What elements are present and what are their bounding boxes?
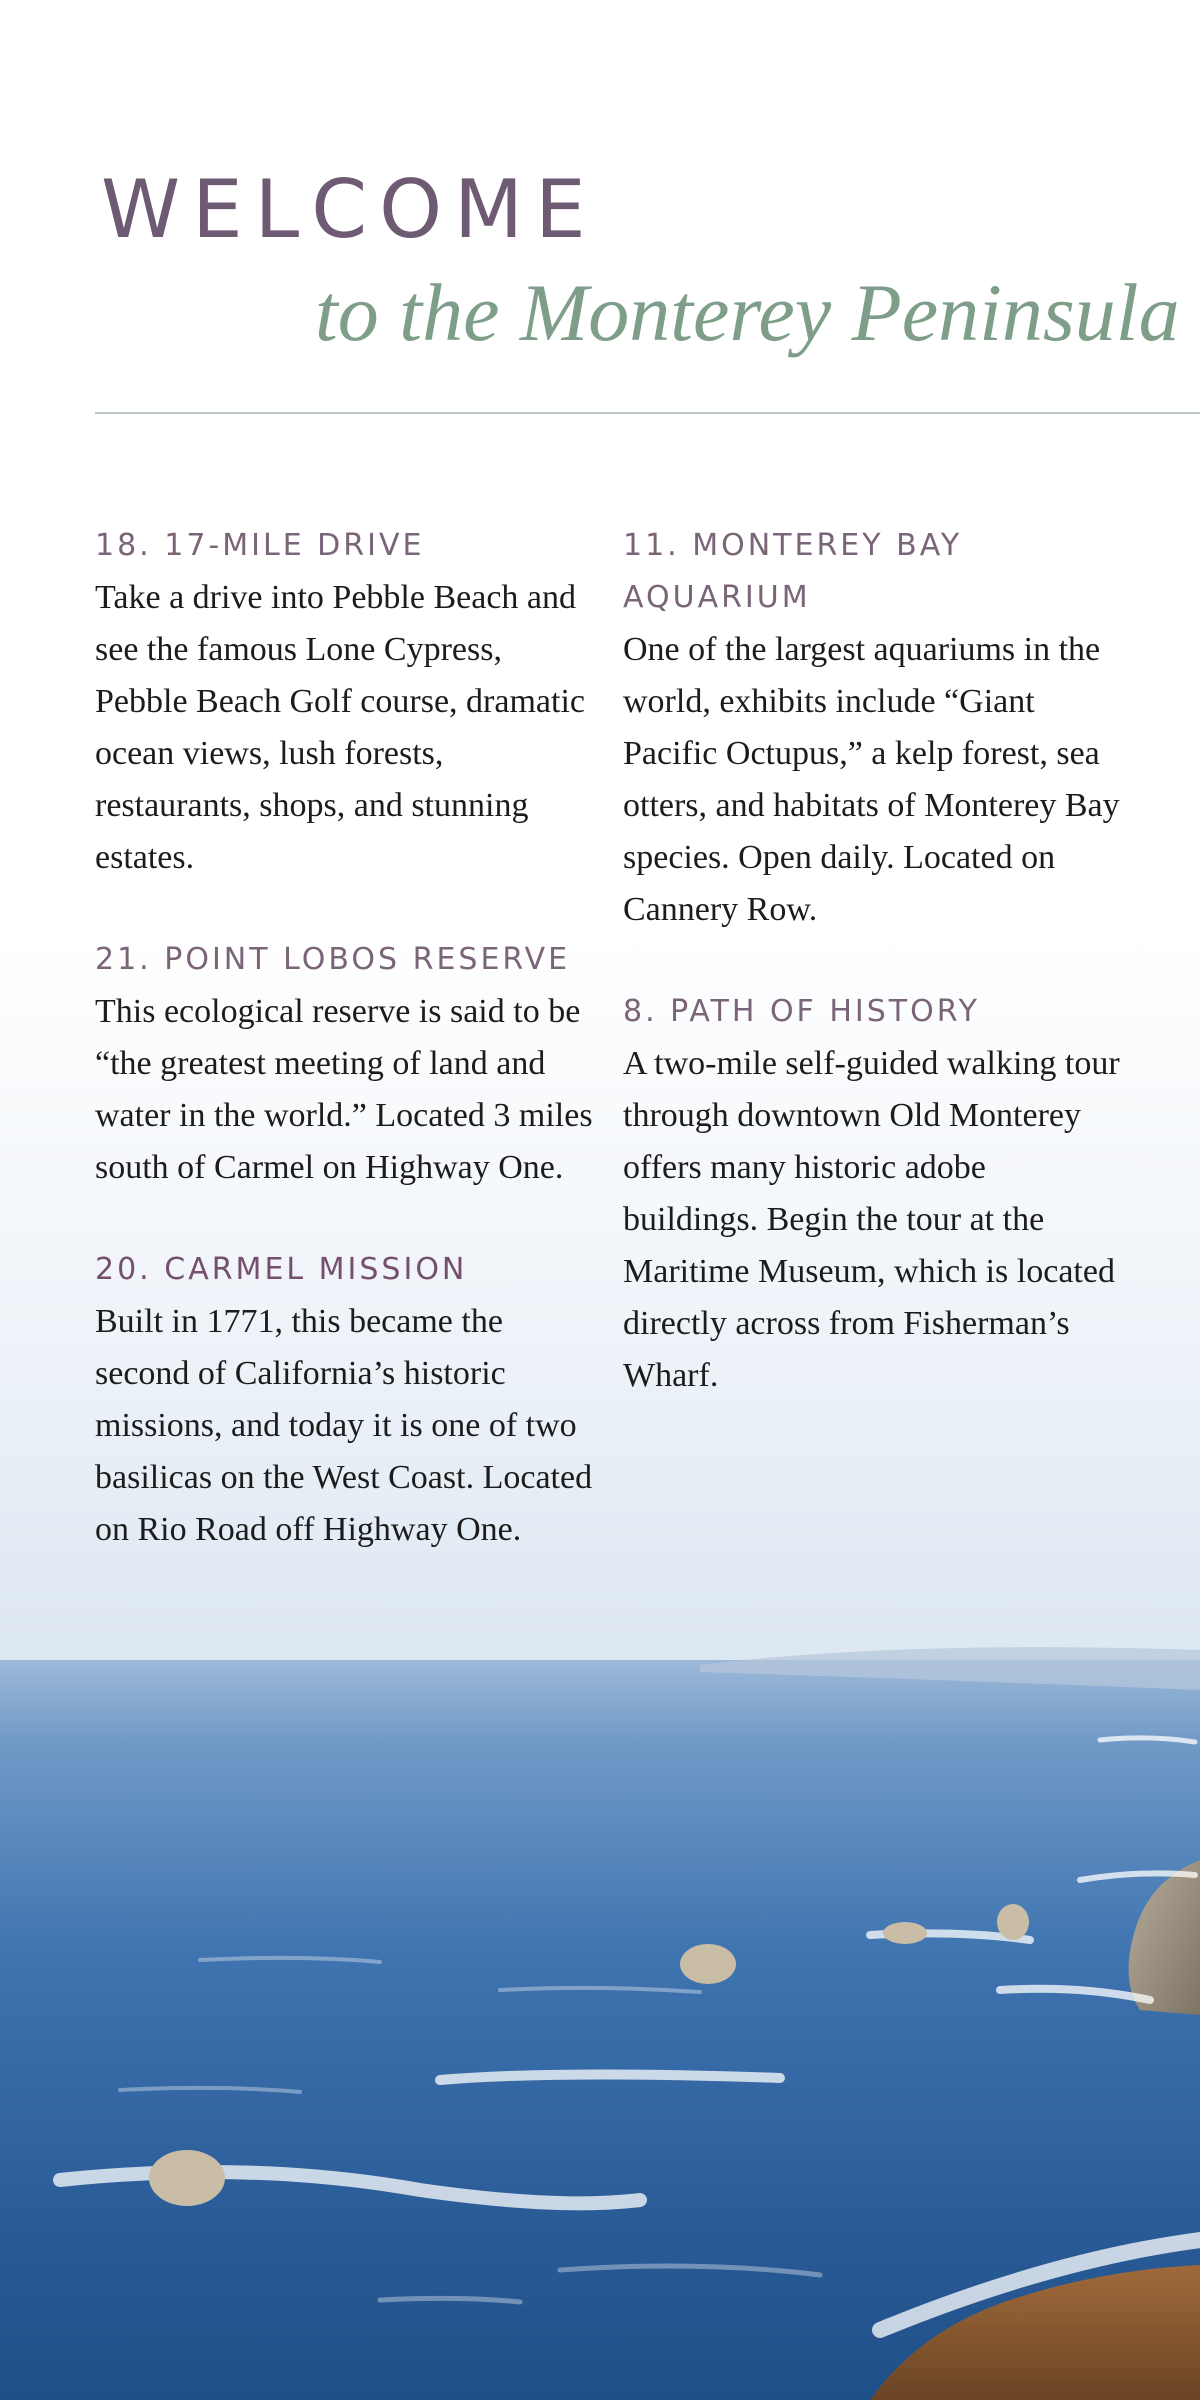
page-subtitle: to the Monterey Peninsula	[315, 267, 1180, 358]
attraction-title: 8. PATH OF HISTORY	[623, 994, 980, 1029]
attraction-entry	[623, 520, 1123, 936]
page-title: WELCOME	[101, 163, 598, 256]
attraction-entry	[95, 934, 595, 1194]
right-column	[623, 520, 1123, 1452]
attraction-title: 11. MONTEREY BAY AQUARIUM	[623, 528, 963, 615]
attraction-title: 18. 17-MILE DRIVE	[95, 528, 425, 563]
attraction-description: One of the largest aquariums in the world, exhibits include “Giant Pacific Octupus,” a kelp forest, sea otters, and habitats of Monterey Bay species. Open daily. Located on Cannery Row.	[623, 631, 1120, 928]
header-divider	[95, 412, 1200, 414]
left-column	[95, 520, 595, 1606]
attraction-description: This ecological reserve is said to be “the greatest meeting of land and water in the world.” Located 3 miles south of Carmel on Highway One.	[95, 993, 593, 1186]
attraction-entry	[623, 986, 1123, 1402]
attraction-description: Built in 1771, this became the second of California’s historic missions, and today it is one of two basilicas on the West Coast. Located on Rio Road off Highway One.	[95, 1303, 593, 1548]
attraction-title: 20. CARMEL MISSION	[95, 1252, 468, 1287]
attraction-title: 21. POINT LOBOS RESERVE	[95, 942, 571, 977]
attraction-description: A two-mile self-guided walking tour through downtown Old Monterey offers many historic adobe buildings. Begin the tour at the Maritime Museum, which is located directly across from Fisherman’s Wharf.	[623, 1045, 1120, 1394]
attraction-description: Take a drive into Pebble Beach and see the famous Lone Cypress, Pebble Beach Golf course, dramatic ocean views, lush forests, restaurants, shops, and stunning estates.	[95, 579, 585, 876]
attraction-entry	[95, 1244, 595, 1556]
attraction-entry	[95, 520, 595, 884]
